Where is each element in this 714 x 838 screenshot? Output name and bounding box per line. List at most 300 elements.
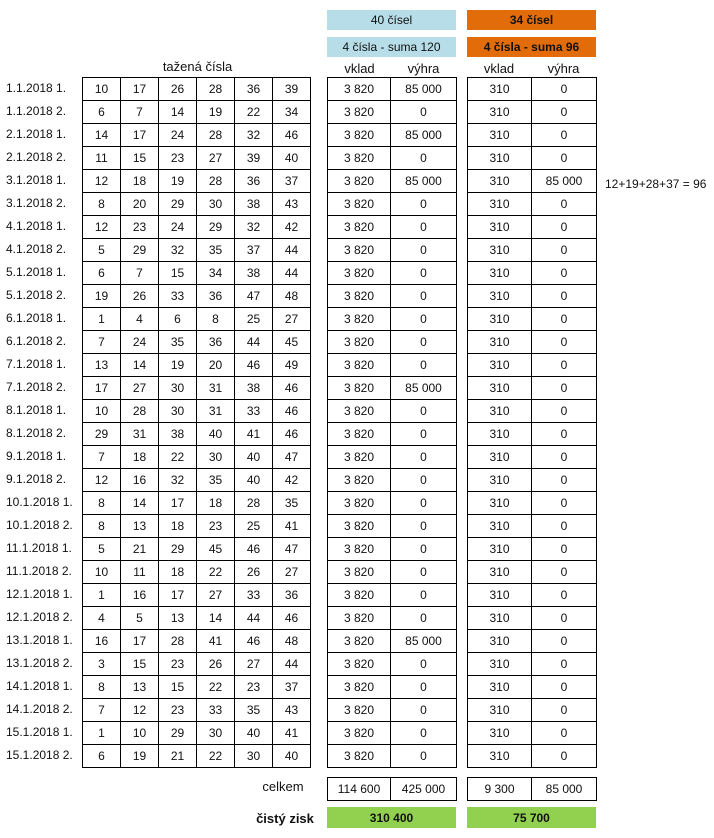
drawn-number-cell: 19: [197, 101, 235, 124]
table-row: [83, 722, 311, 745]
drawn-number-cell: 8: [83, 676, 121, 699]
drawn-number-cell: 35: [273, 492, 311, 515]
row-date: 7.1.2018 1.: [6, 357, 67, 371]
row-date: 13.1.2018 1.: [6, 633, 73, 647]
drawn-number-cell: 27: [235, 653, 273, 676]
group-b-vyhra-cell: 0: [532, 101, 597, 124]
group-b-vyhra-cell: 0: [532, 676, 597, 699]
row-date: 5.1.2018 2.: [6, 288, 67, 302]
table-row: [83, 101, 311, 124]
group-a-vklad-cell: 3 820: [328, 515, 391, 538]
drawn-number-cell: 11: [83, 147, 121, 170]
drawn-number-cell: 46: [273, 124, 311, 147]
group-b-vklad-cell: 310: [468, 354, 532, 377]
drawn-number-cell: 17: [159, 492, 197, 515]
drawn-number-cell: 1: [83, 308, 121, 331]
table-row: [328, 331, 457, 354]
table-row: [468, 400, 597, 423]
drawn-number-cell: 16: [121, 469, 159, 492]
group-a-vyhra-cell: 85 000: [391, 377, 457, 400]
drawn-number-cell: 22: [235, 101, 273, 124]
group-a-vyhra-cell: 0: [391, 331, 457, 354]
drawn-number-cell: 22: [197, 745, 235, 768]
table-row: [83, 538, 311, 561]
drawn-number-cell: 17: [121, 78, 159, 101]
table-row: [83, 561, 311, 584]
group-b-vyhra-cell: 0: [532, 193, 597, 216]
table-row: [83, 653, 311, 676]
group-a-vklad-cell: 3 820: [328, 262, 391, 285]
drawn-number-cell: 33: [235, 400, 273, 423]
drawn-number-cell: 18: [121, 446, 159, 469]
group-a-table: [327, 77, 457, 768]
table-row: [328, 423, 457, 446]
drawn-number-cell: 15: [159, 262, 197, 285]
drawn-number-cell: 31: [197, 400, 235, 423]
drawn-numbers-label: tažená čísla: [162, 59, 233, 74]
drawn-number-cell: 8: [83, 515, 121, 538]
group-b-vyhra-cell: 0: [532, 354, 597, 377]
drawn-number-cell: 43: [273, 193, 311, 216]
drawn-number-cell: 33: [235, 584, 273, 607]
table-row: [468, 561, 597, 584]
table-row: [328, 561, 457, 584]
group-b-vklad-label: vklad: [483, 61, 515, 76]
drawn-number-cell: 12: [83, 469, 121, 492]
table-row: [468, 239, 597, 262]
table-row: [83, 285, 311, 308]
sum-note: 12+19+28+37 = 96: [605, 177, 707, 191]
table-row: [468, 423, 597, 446]
drawn-number-cell: 29: [83, 423, 121, 446]
drawn-number-cell: 48: [273, 630, 311, 653]
group-a-vklad-cell: 3 820: [328, 653, 391, 676]
group-a-vyhra-cell: 0: [391, 607, 457, 630]
group-b-vyhra-cell: 0: [532, 538, 597, 561]
drawn-number-cell: 30: [197, 193, 235, 216]
drawn-number-cell: 35: [159, 331, 197, 354]
group-a-vyhra-cell: 0: [391, 469, 457, 492]
table-row: [328, 101, 457, 124]
group-a-vklad-cell: 3 820: [328, 699, 391, 722]
group-a-vklad-cell: 3 820: [328, 354, 391, 377]
drawn-number-cell: 17: [121, 630, 159, 653]
row-date: 12.1.2018 1.: [6, 587, 73, 601]
group-a-vklad-cell: 3 820: [328, 492, 391, 515]
group-a-vyhra-cell: 0: [391, 262, 457, 285]
drawn-number-cell: 20: [197, 354, 235, 377]
group-b-vyhra-cell: 0: [532, 561, 597, 584]
drawn-number-cell: 38: [159, 423, 197, 446]
drawn-number-cell: 30: [159, 400, 197, 423]
drawn-number-cell: 28: [197, 170, 235, 193]
table-row: [83, 699, 311, 722]
drawn-number-cell: 45: [197, 538, 235, 561]
row-date: 7.1.2018 2.: [6, 380, 67, 394]
table-row: [328, 699, 457, 722]
group-a-vklad-cell: 3 820: [328, 722, 391, 745]
table-row: [328, 193, 457, 216]
table-row: [468, 170, 597, 193]
row-date: 4.1.2018 1.: [6, 219, 67, 233]
group-b-vklad-cell: 310: [468, 630, 532, 653]
group-b-vklad-cell: 310: [468, 653, 532, 676]
group-b-vklad-cell: 310: [468, 492, 532, 515]
drawn-number-cell: 30: [159, 377, 197, 400]
drawn-number-cell: 28: [235, 492, 273, 515]
group-a-totals: [327, 777, 457, 801]
drawn-number-cell: 37: [235, 239, 273, 262]
row-date: 9.1.2018 1.: [6, 449, 67, 463]
group-a-vyhra-cell: 0: [391, 354, 457, 377]
drawn-number-cell: 37: [273, 676, 311, 699]
table-row: [328, 147, 457, 170]
group-b-vklad-cell: 310: [468, 515, 532, 538]
row-date: 8.1.2018 1.: [6, 403, 67, 417]
group-b-total-vyhra: 85 000: [532, 778, 597, 801]
drawn-number-cell: 35: [197, 239, 235, 262]
drawn-number-cell: 19: [83, 285, 121, 308]
drawn-number-cell: 29: [159, 193, 197, 216]
drawn-number-cell: 36: [235, 170, 273, 193]
table-row: [468, 147, 597, 170]
table-row: [328, 285, 457, 308]
drawn-number-cell: 6: [83, 745, 121, 768]
group-a-net-profit: 310 400: [327, 807, 456, 828]
group-a-vklad-cell: 3 820: [328, 446, 391, 469]
drawn-number-cell: 28: [121, 400, 159, 423]
drawn-number-cell: 49: [273, 354, 311, 377]
drawn-number-cell: 23: [159, 653, 197, 676]
drawn-number-cell: 34: [197, 262, 235, 285]
group-b-vyhra-cell: 0: [532, 147, 597, 170]
table-row: [468, 216, 597, 239]
drawn-number-cell: 5: [83, 239, 121, 262]
group-a-vklad-cell: 3 820: [328, 630, 391, 653]
group-a-vyhra-cell: 0: [391, 446, 457, 469]
row-date: 13.1.2018 2.: [6, 656, 73, 670]
drawn-number-cell: 5: [83, 538, 121, 561]
row-date: 6.1.2018 2.: [6, 334, 67, 348]
drawn-number-cell: 30: [197, 446, 235, 469]
group-a-vklad-label: vklad: [344, 61, 375, 76]
table-row: [328, 469, 457, 492]
group-b-vyhra-cell: 0: [532, 78, 597, 101]
drawn-number-cell: 10: [83, 561, 121, 584]
table-row: [468, 607, 597, 630]
group-a-vklad-cell: 3 820: [328, 308, 391, 331]
group-b-vklad-cell: 310: [468, 400, 532, 423]
drawn-number-cell: 32: [235, 124, 273, 147]
drawn-number-cell: 10: [83, 78, 121, 101]
group-a-vklad-cell: 3 820: [328, 607, 391, 630]
table-row: [83, 331, 311, 354]
table-row: [328, 354, 457, 377]
row-date: 9.1.2018 2.: [6, 472, 67, 486]
group-b-vklad-cell: 310: [468, 262, 532, 285]
row-date: 2.1.2018 1.: [6, 127, 67, 141]
drawn-number-cell: 13: [121, 676, 159, 699]
group-b-vyhra-cell: 0: [532, 745, 597, 768]
group-b-vklad-cell: 310: [468, 745, 532, 768]
group-b-title: 34 čísel: [467, 10, 596, 30]
table-row: [468, 745, 597, 768]
group-b-vklad-cell: 310: [468, 101, 532, 124]
drawn-number-cell: 1: [83, 722, 121, 745]
group-a-vklad-cell: 3 820: [328, 331, 391, 354]
drawn-number-cell: 3: [83, 653, 121, 676]
table-row: [328, 538, 457, 561]
table-row: [328, 377, 457, 400]
drawn-number-cell: 27: [273, 561, 311, 584]
date-column: [6, 77, 82, 767]
drawn-number-cell: 31: [121, 423, 159, 446]
group-b-vyhra-cell: 0: [532, 492, 597, 515]
group-b-vyhra-cell: 0: [532, 607, 597, 630]
group-b-totals: [467, 777, 597, 801]
group-b-vyhra-cell: 0: [532, 216, 597, 239]
table-row: [328, 607, 457, 630]
drawn-number-cell: 18: [159, 561, 197, 584]
drawn-number-cell: 46: [273, 607, 311, 630]
drawn-number-cell: 33: [159, 285, 197, 308]
group-b-subtitle: 4 čísla - suma 96: [467, 37, 596, 57]
table-row: [468, 331, 597, 354]
drawn-number-cell: 7: [83, 446, 121, 469]
drawn-number-cell: 18: [121, 170, 159, 193]
group-b-vklad-cell: 310: [468, 538, 532, 561]
group-b-vyhra-cell: 0: [532, 239, 597, 262]
group-b-vklad-cell: 310: [468, 722, 532, 745]
drawn-number-cell: 10: [83, 400, 121, 423]
drawn-number-cell: 41: [235, 423, 273, 446]
table-row: [328, 262, 457, 285]
group-b-table: [467, 77, 597, 768]
group-b-vyhra-cell: 0: [532, 308, 597, 331]
table-row: [468, 124, 597, 147]
drawn-number-cell: 42: [273, 469, 311, 492]
group-a-vyhra-cell: 0: [391, 285, 457, 308]
row-date: 2.1.2018 2.: [6, 150, 67, 164]
group-a-vyhra-cell: 0: [391, 147, 457, 170]
drawn-number-cell: 44: [273, 239, 311, 262]
drawn-number-cell: 32: [235, 216, 273, 239]
drawn-number-cell: 23: [159, 147, 197, 170]
table-row: [83, 216, 311, 239]
group-a-vklad-cell: 3 820: [328, 78, 391, 101]
drawn-number-cell: 27: [197, 147, 235, 170]
group-a-total-vyhra: 425 000: [391, 778, 457, 801]
group-a-vyhra-cell: 0: [391, 538, 457, 561]
table-row: [83, 400, 311, 423]
drawn-number-cell: 6: [159, 308, 197, 331]
table-row: [468, 584, 597, 607]
table-row: [328, 78, 457, 101]
drawn-number-cell: 12: [121, 699, 159, 722]
group-b-vklad-cell: 310: [468, 699, 532, 722]
table-row: [468, 262, 597, 285]
drawn-number-cell: 15: [121, 653, 159, 676]
row-date: 14.1.2018 2.: [6, 702, 73, 716]
group-a-vyhra-cell: 0: [391, 745, 457, 768]
drawn-number-cell: 38: [235, 377, 273, 400]
row-date: 10.1.2018 1.: [6, 495, 73, 509]
drawn-number-cell: 46: [273, 400, 311, 423]
table-row: [328, 653, 457, 676]
group-b-vyhra-cell: 0: [532, 653, 597, 676]
drawn-number-cell: 16: [121, 584, 159, 607]
drawn-number-cell: 30: [197, 722, 235, 745]
drawn-number-cell: 15: [159, 676, 197, 699]
group-b-vklad-cell: 310: [468, 561, 532, 584]
table-row: [328, 308, 457, 331]
group-a-vyhra-cell: 85 000: [391, 170, 457, 193]
drawn-number-cell: 16: [83, 630, 121, 653]
table-row: [468, 630, 597, 653]
drawn-number-cell: 46: [235, 630, 273, 653]
group-b-vklad-cell: 310: [468, 124, 532, 147]
drawn-number-cell: 41: [197, 630, 235, 653]
drawn-number-cell: 17: [121, 124, 159, 147]
group-a-vyhra-cell: 0: [391, 515, 457, 538]
drawn-number-cell: 44: [235, 607, 273, 630]
group-a-total-vklad: 114 600: [328, 778, 391, 801]
drawn-number-cell: 10: [121, 722, 159, 745]
drawn-number-cell: 29: [159, 722, 197, 745]
row-date: 6.1.2018 1.: [6, 311, 67, 325]
group-a-vyhra-cell: 0: [391, 423, 457, 446]
drawn-number-cell: 32: [159, 469, 197, 492]
row-date: 10.1.2018 2.: [6, 518, 73, 532]
table-row: [468, 515, 597, 538]
table-row: [83, 423, 311, 446]
group-a-vklad-cell: 3 820: [328, 584, 391, 607]
table-row: [83, 515, 311, 538]
drawn-number-cell: 22: [197, 676, 235, 699]
table-row: [468, 538, 597, 561]
drawn-number-cell: 47: [273, 538, 311, 561]
drawn-number-cell: 18: [197, 492, 235, 515]
drawn-number-cell: 23: [197, 515, 235, 538]
drawn-number-cell: 26: [197, 653, 235, 676]
drawn-number-cell: 34: [273, 101, 311, 124]
group-b-vklad-cell: 310: [468, 423, 532, 446]
group-a-vklad-cell: 3 820: [328, 285, 391, 308]
drawn-number-cell: 27: [197, 584, 235, 607]
drawn-number-cell: 39: [273, 78, 311, 101]
drawn-number-cell: 32: [159, 239, 197, 262]
drawn-number-cell: 38: [235, 193, 273, 216]
drawn-number-cell: 29: [121, 239, 159, 262]
drawn-number-cell: 18: [159, 515, 197, 538]
drawn-number-cell: 43: [273, 699, 311, 722]
table-row: [83, 308, 311, 331]
table-row: [328, 492, 457, 515]
group-b-vyhra-cell: 0: [532, 699, 597, 722]
table-row: [83, 354, 311, 377]
group-a-vyhra-cell: 0: [391, 193, 457, 216]
table-row: [83, 147, 311, 170]
group-b-vklad-cell: 310: [468, 331, 532, 354]
drawn-number-cell: 8: [197, 308, 235, 331]
row-date: 3.1.2018 1.: [6, 173, 67, 187]
drawn-number-cell: 20: [121, 193, 159, 216]
table-row: [328, 676, 457, 699]
drawn-number-cell: 22: [197, 561, 235, 584]
drawn-number-cell: 26: [159, 78, 197, 101]
group-a-vklad-cell: 3 820: [328, 377, 391, 400]
group-b-vyhra-label: výhra: [547, 61, 580, 76]
drawn-number-cell: 39: [235, 147, 273, 170]
drawn-number-cell: 1: [83, 584, 121, 607]
table-row: [328, 745, 457, 768]
drawn-number-cell: 23: [121, 216, 159, 239]
drawn-number-cell: 33: [197, 699, 235, 722]
drawn-number-cell: 27: [121, 377, 159, 400]
drawn-number-cell: 24: [159, 124, 197, 147]
group-b-net-profit: 75 700: [467, 807, 596, 828]
drawn-number-cell: 21: [159, 745, 197, 768]
group-a-vyhra-cell: 0: [391, 561, 457, 584]
table-row: [468, 354, 597, 377]
group-a-vyhra-cell: 0: [391, 492, 457, 515]
group-a-vklad-cell: 3 820: [328, 239, 391, 262]
table-row: [468, 699, 597, 722]
table-row: [468, 308, 597, 331]
table-row: [328, 170, 457, 193]
group-b-vyhra-cell: 0: [532, 584, 597, 607]
drawn-number-cell: 40: [235, 469, 273, 492]
group-b-vklad-cell: 310: [468, 193, 532, 216]
drawn-number-cell: 41: [273, 722, 311, 745]
group-b-vklad-cell: 310: [468, 607, 532, 630]
group-a-vklad-cell: 3 820: [328, 561, 391, 584]
drawn-number-cell: 7: [83, 331, 121, 354]
table-row: [83, 193, 311, 216]
drawn-number-cell: 36: [235, 78, 273, 101]
drawn-number-cell: 14: [83, 124, 121, 147]
row-date: 4.1.2018 2.: [6, 242, 67, 256]
drawn-number-cell: 40: [273, 147, 311, 170]
drawn-number-cell: 13: [83, 354, 121, 377]
group-a-vklad-cell: 3 820: [328, 538, 391, 561]
group-b-vyhra-cell: 0: [532, 423, 597, 446]
drawn-number-cell: 42: [273, 216, 311, 239]
table-row: [468, 492, 597, 515]
table-row: [468, 193, 597, 216]
drawn-number-cell: 40: [197, 423, 235, 446]
table-row: [83, 78, 311, 101]
row-date: 15.1.2018 2.: [6, 748, 73, 762]
group-a-vklad-cell: 3 820: [328, 400, 391, 423]
drawn-number-cell: 4: [83, 607, 121, 630]
group-a-vyhra-cell: 0: [391, 722, 457, 745]
row-date: 15.1.2018 1.: [6, 725, 73, 739]
table-row: [328, 630, 457, 653]
table-row: [468, 101, 597, 124]
group-a-vyhra-cell: 0: [391, 676, 457, 699]
table-row: [468, 722, 597, 745]
group-b-total-vklad: 9 300: [468, 778, 532, 801]
drawn-number-cell: 24: [159, 216, 197, 239]
drawn-number-cell: 36: [197, 285, 235, 308]
group-a-vklad-cell: 3 820: [328, 216, 391, 239]
drawn-number-cell: 26: [121, 285, 159, 308]
table-row: [328, 722, 457, 745]
drawn-number-cell: 36: [273, 584, 311, 607]
row-date: 11.1.2018 1.: [6, 541, 72, 555]
totals-label: celkem: [262, 779, 304, 794]
